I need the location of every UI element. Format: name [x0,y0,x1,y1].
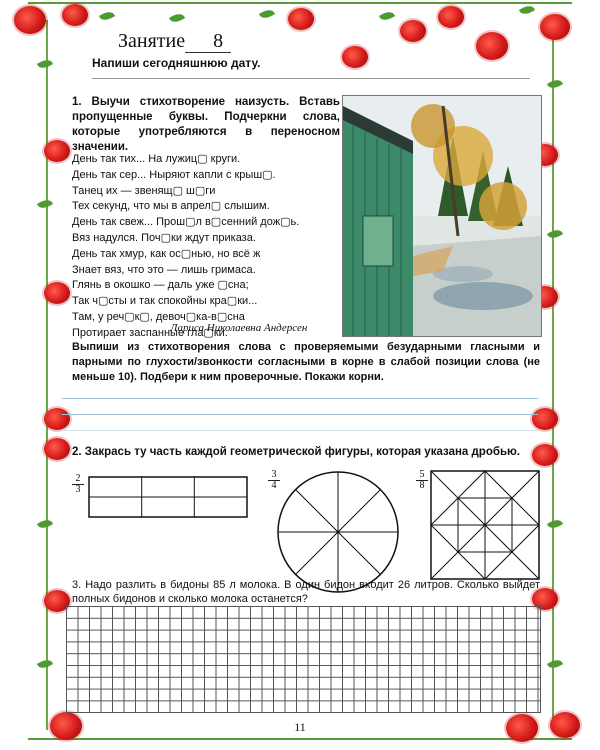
fraction-numerator: 2 [72,474,84,485]
fraction-numerator: 5 [416,470,428,481]
poem-line: День так сер... Ныряют капли с крыш▢. [72,168,276,181]
leaf-icon [37,57,53,71]
poem-line: Знает вяз, что это — лишь гримаса. [72,263,256,276]
poem-line: Тех секунд, что мы в апрел▢ слышим. [72,200,270,213]
vine-border-top [28,2,572,7]
leaf-icon [547,227,563,241]
poem-line: Протирает заспанные гла▢ки. [72,326,228,339]
writing-line[interactable] [62,430,538,431]
leaf-icon [37,657,53,671]
poem-line: День так свеж... Прош▢л в▢сенний дож▢ь. [72,216,300,229]
poem-line: Глянь в окошко — даль уже ▢сна; [72,279,249,292]
leaf-icon [379,9,395,23]
task1-instruction: 1. Выучи стихотворение наизусть. Вставь пропущенные буквы. Подчеркни слова, которые употребляются в переносном значении. [72,96,340,153]
vine-border-bottom [28,735,572,740]
lesson-title-text: Занятие [118,30,186,52]
spring-landscape-painting [342,95,542,337]
rose-icon [540,14,570,40]
fraction-denominator: 3 [75,484,81,495]
rose-icon [288,8,314,30]
lesson-title [118,30,231,53]
rose-icon [476,32,508,60]
writing-line[interactable] [62,398,538,399]
date-write-line[interactable] [92,78,530,79]
rose-icon [438,6,464,28]
page-number: 11 [294,720,306,734]
painting-svg [343,96,541,336]
rose-icon [44,408,70,430]
poem-line: Так ч▢сты и так спокойны кра▢ки... [72,295,258,308]
fraction-two-thirds [72,474,84,495]
rose-icon [44,140,70,162]
fraction-numerator: 3 [268,470,280,481]
fraction-denominator: 4 [271,480,277,491]
leaf-icon [547,77,563,91]
lesson-number: 8 [185,30,231,53]
circle-figure[interactable] [276,470,400,594]
fraction-five-eighths [416,470,428,491]
poem-line: День так тих... На лужиц▢ круги. [72,153,241,165]
poem-author: Лариса Николаевна Андерсен [170,322,308,334]
leaf-icon [259,7,275,21]
leaf-icon [547,517,563,531]
rose-icon [62,4,88,26]
poem-line: Вяз надулся. Поч▢ки ждут приказа. [72,231,256,244]
rectangle-figure[interactable] [88,476,250,520]
leaf-icon [169,11,185,25]
leaf-icon [547,657,563,671]
task2-instruction: 2. Закрась ту часть каждой геометрической фигуры, которая указана дробью. [72,446,521,458]
task3-instruction: 3. Надо разлить в бидоны 85 л молока. В один бидон входит 26 литров. Сколько выйдет полных бидонов и сколько молока останется? [72,579,540,605]
answer-grid[interactable] [66,606,541,713]
rose-icon [44,282,70,304]
poem-line: Там, у реч▢к▢, девоч▢ка-в▢сна [72,310,245,323]
task1-writing-instruction: Выпиши из стихотворения слова с проверяемыми безударными гласными и парными по глухости/звонкости согласными в корне в слабой позиции слова (не меньше 10). Подбери к ним проверочные. Покажи корни. [72,341,540,383]
leaf-icon [37,517,53,531]
leaf-icon [37,197,53,211]
poem [72,152,342,342]
rose-icon [342,46,368,68]
fraction-denominator: 8 [419,480,425,491]
date-instruction: Напиши сегодняшнюю дату. [92,56,261,70]
writing-line[interactable] [62,414,538,415]
rose-icon [400,20,426,42]
vine-border-left [46,20,48,730]
leaf-icon [99,9,115,23]
square-figure[interactable] [430,470,542,582]
poem-line: День так хмур, как ос▢нью, но всё ж [72,247,261,260]
poem-line: Танец их — звенящ▢ ш▢ги [72,184,216,197]
vine-border-right [552,20,554,730]
rose-icon [14,6,46,34]
rose-icon [44,438,70,460]
rose-icon [532,408,558,430]
